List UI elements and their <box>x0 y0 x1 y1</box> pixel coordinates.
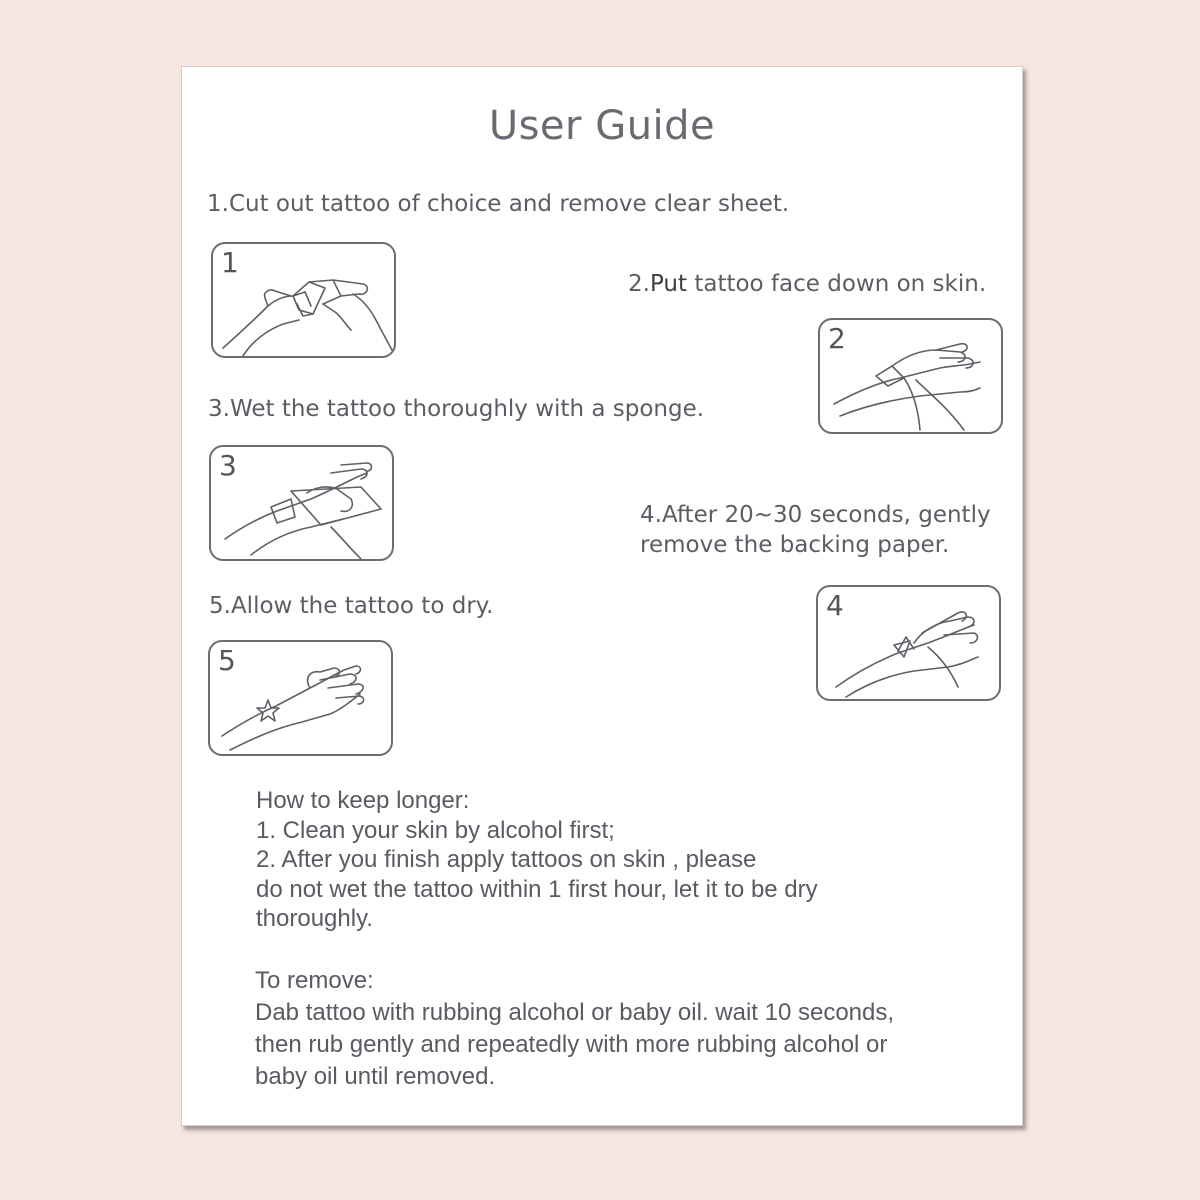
page-title: User Guide <box>488 103 716 149</box>
remove-line-3: baby oil until removed. <box>255 1063 496 1090</box>
remove-line-1: Dab tattoo with rubbing alcohol or baby oil. wait 10 seconds, <box>255 999 895 1026</box>
step-4-panel <box>816 585 1001 701</box>
step-3-number: 3 <box>219 449 237 482</box>
step-4-line-2: remove the backing paper. <box>640 532 950 558</box>
keep-longer-line-3: do not wet the tattoo within 1 first hour, let it to be dry <box>256 875 818 903</box>
step-2-number: 2 <box>828 322 846 355</box>
user-guide-sheet <box>181 66 1023 1126</box>
step-2-rest: tattoo face down on skin. <box>687 271 987 297</box>
hand-placing-tattoo-icon <box>820 320 1003 434</box>
step-5-number: 5 <box>218 644 236 677</box>
step-2-prefix: 2. <box>628 271 650 297</box>
step-1-text: 1.Cut out tattoo of choice and remove clear sheet. <box>207 191 790 217</box>
step-5-panel <box>208 640 393 756</box>
step-4-text <box>640 500 991 560</box>
keep-longer-line-4: thoroughly. <box>256 905 373 932</box>
keep-longer-line-2: 2. After you finish apply tattoos on skin , please <box>256 846 757 873</box>
step-3-panel <box>209 445 394 561</box>
hands-cutting-icon <box>213 244 396 358</box>
keep-longer-heading: How to keep longer: <box>256 787 470 814</box>
step-4-number: 4 <box>826 589 844 622</box>
step-2-panel <box>818 318 1003 434</box>
remove-heading: To remove: <box>255 967 374 994</box>
step-1-number: 1 <box>221 246 239 279</box>
step-2-bold-word: Put <box>649 271 688 297</box>
hand-star-tattoo-icon <box>210 642 393 756</box>
step-3-text: 3.Wet the tattoo thoroughly with a sponge. <box>208 396 705 422</box>
keep-longer-section <box>256 786 818 934</box>
sponge-wetting-icon <box>211 447 394 561</box>
remove-section <box>255 965 894 1093</box>
step-2-text <box>628 269 986 299</box>
step-4-line-1: 4.After 20~30 seconds, gently <box>640 502 991 528</box>
peeling-paper-icon <box>818 587 1001 701</box>
step-1-panel <box>211 242 396 358</box>
step-5-text: 5.Allow the tattoo to dry. <box>209 593 494 619</box>
keep-longer-line-1: 1. Clean your skin by alcohol first; <box>256 816 615 844</box>
remove-line-2: then rub gently and repeatedly with more rubbing alcohol or <box>255 1031 888 1058</box>
